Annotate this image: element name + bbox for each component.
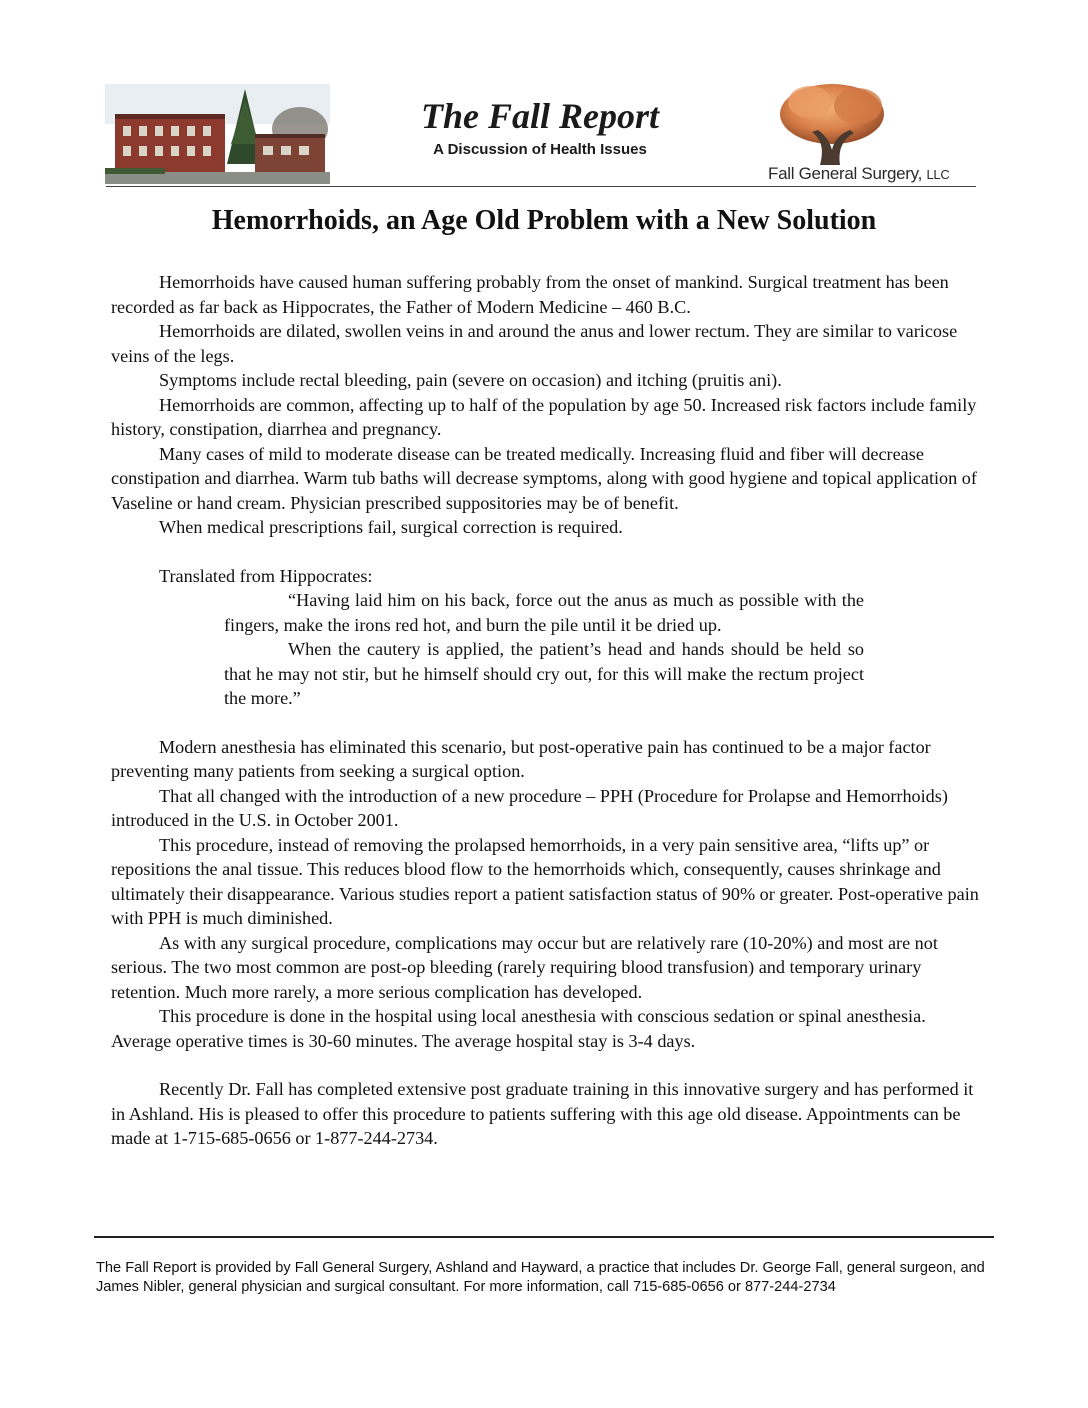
paragraph: Hemorrhoids are dilated, swollen veins in and around the anus and lower rectum. They are similar to varicose veins of the legs.: [111, 321, 958, 366]
quote-paragraph: When the cautery is applied, the patient’s head and hands should be held so that he may not stir, but he himself should cry out, for this will make the rectum project the more.”: [224, 639, 864, 708]
page-header: [0, 0, 1088, 200]
tree-logo-icon: [770, 80, 900, 165]
paragraph: This procedure is done in the hospital using local anesthesia with conscious sedation or spinal anesthesia. Average operative times is 30-60 minutes. The average hospital stay is 3-4 days.: [111, 1006, 926, 1051]
paragraph: Hemorrhoids are common, affecting up to half of the population by age 50. Increased risk factors include family history, constipation, diarrhea and pregnancy.: [111, 394, 977, 439]
report-title: The Fall Report: [420, 96, 659, 136]
hippocrates-quote: [224, 588, 864, 711]
spacer: [111, 1053, 981, 1077]
paragraph: Hemorrhoids have caused human suffering probably from the onset of mankind. Surgical treatment has been recorded as far back as Hippocrates, the Father of Modern Medicine – 460 B.C.: [111, 272, 949, 317]
article-body: [111, 270, 981, 1151]
paragraph: Symptoms include rectal bleeding, pain (severe on occasion) and itching (pruitis ani).: [159, 370, 782, 390]
quote-paragraph: “Having laid him on his back, force out the anus as much as possible with the fingers, make the irons red hot, and burn the pile until it be dried up.: [224, 590, 864, 635]
company-name-text: Fall General Surgery,: [768, 164, 923, 183]
paragraph: That all changed with the introduction of a new procedure – PPH (Procedure for Prolapse and Hemorrhoids) introduced in the U.S. in October 2001.: [111, 785, 948, 830]
quote-intro: Translated from Hippocrates:: [159, 565, 373, 586]
footer-divider: [94, 1236, 994, 1238]
company-suffix: LLC: [926, 167, 950, 182]
header-divider: [106, 186, 976, 187]
paragraph: This procedure, instead of removing the prolapsed hemorrhoids, in a very pain sensitive area, “lifts up” or repositions the anal tissue. This reduces blood flow to the hemorrhoids which, consequently, causes shrinkage and ultimately their disappearance. Various studies report a patient satisfaction status of 90% or greater. Post-operative pain with PPH is much diminished.: [111, 834, 979, 928]
company-name: [768, 164, 978, 184]
paragraph: Modern anesthesia has eliminated this scenario, but post-operative pain has continued to be a major factor preventing many patients from seeking a surgical option.: [111, 736, 931, 781]
spacer: [111, 540, 981, 564]
hospital-building-photo: [105, 84, 330, 184]
footer-text: The Fall Report is provided by Fall General Surgery, Ashland and Hayward, a practice that includes Dr. George Fall, general surgeon, and James Nibler, general physician and surgical consultant. For more information, call 715-685-0656 or 877-244-2734: [96, 1260, 985, 1295]
article-title: Hemorrhoids, an Age Old Problem with a New Solution: [211, 205, 877, 236]
spacer: [111, 711, 981, 735]
closing-paragraph: Recently Dr. Fall has completed extensive post graduate training in this innovative surgery and has performed it in Ashland. His is pleased to offer this procedure to patients suffering with this age old disease. Appointments can be made at 1-715-685-0656 or 1-877-244-2734.: [111, 1079, 974, 1148]
report-subtitle: A Discussion of Health Issues: [433, 141, 647, 158]
paragraph: Many cases of mild to moderate disease can be treated medically. Increasing fluid and fiber will decrease constipation and diarrhea. Warm tub baths will decrease symptoms, along with good hygiene and topical application of Vaseline or hand cream. Physician prescribed suppositories may be of benefit.: [111, 443, 977, 513]
paragraph: As with any surgical procedure, complications may occur but are relatively rare (10-20%) and most are not serious. The two most common are post-op bleeding (rarely requiring blood transfusion) and temporary urinary retention. Much more rarely, a more serious complication has developed.: [111, 932, 938, 1002]
paragraph: When medical prescriptions fail, surgical correction is required.: [159, 517, 623, 537]
